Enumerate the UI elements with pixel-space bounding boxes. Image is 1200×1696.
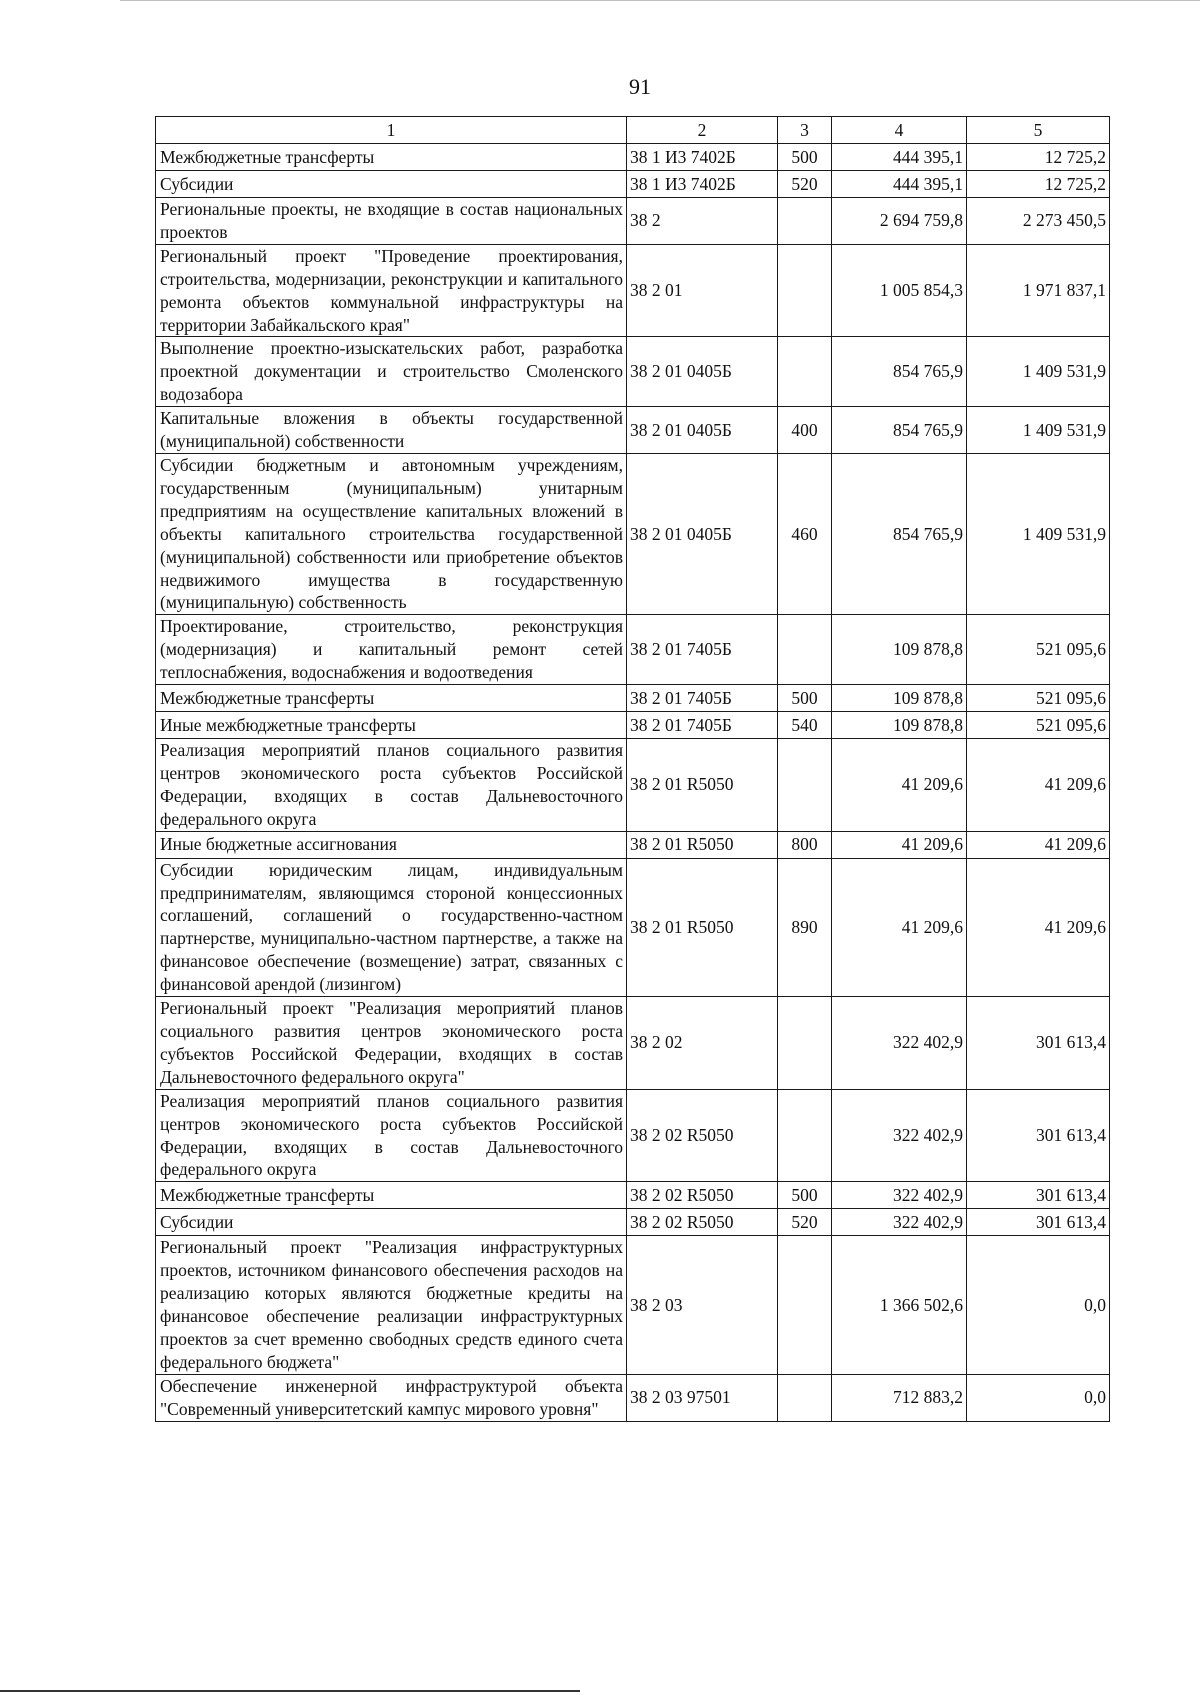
row-amount-col4-cell: 322 402,9 [832, 1209, 967, 1236]
row-name-cell: Межбюджетные трансферты [156, 685, 627, 712]
row-amount-col4-cell: 1 005 854,3 [832, 244, 967, 337]
scan-bottom-edge [0, 1690, 580, 1692]
row-type-cell: 890 [778, 858, 832, 996]
row-name-cell: Региональный проект "Реализация мероприятий планов социального развития центров экономического роста субъектов Российской Федерации, входящих в состав Дальневосточного федерального округа" [156, 997, 627, 1090]
row-code-cell: 38 2 03 97501 [627, 1374, 778, 1421]
table-row [156, 1236, 1110, 1374]
header-row [156, 117, 1110, 144]
row-amount-col4-cell: 854 765,9 [832, 407, 967, 454]
table-row [156, 244, 1110, 337]
row-type-cell: 520 [778, 1209, 832, 1236]
row-code-cell: 38 2 01 R5050 [627, 739, 778, 832]
row-type-cell [778, 997, 832, 1090]
row-code-cell: 38 2 01 7405Б [627, 615, 778, 685]
row-amount-col4-cell: 322 402,9 [832, 1182, 967, 1209]
table-row [156, 858, 1110, 996]
row-amount-col4-cell: 41 209,6 [832, 831, 967, 858]
row-amount-col4-cell: 109 878,8 [832, 615, 967, 685]
row-name-cell: Капитальные вложения в объекты государственной (муниципальной) собственности [156, 407, 627, 454]
row-amount-col4-cell: 444 395,1 [832, 171, 967, 198]
row-type-cell [778, 739, 832, 832]
row-code-cell: 38 2 01 0405Б [627, 453, 778, 614]
budget-table [155, 116, 1110, 1422]
row-code-cell: 38 1 И3 7402Б [627, 144, 778, 171]
row-code-cell: 38 2 02 [627, 997, 778, 1090]
row-amount-col5-cell: 41 209,6 [967, 739, 1110, 832]
row-amount-col4-cell: 109 878,8 [832, 685, 967, 712]
table-row [156, 1182, 1110, 1209]
row-amount-col4-cell: 712 883,2 [832, 1374, 967, 1421]
table-row [156, 615, 1110, 685]
row-code-cell: 38 2 01 0405Б [627, 337, 778, 407]
row-code-cell: 38 2 01 [627, 244, 778, 337]
row-name-cell: Выполнение проектно-изыскательских работ, разработка проектной документации и строительство Смоленского водозабора [156, 337, 627, 407]
row-type-cell [778, 1374, 832, 1421]
row-name-cell: Субсидии [156, 1209, 627, 1236]
row-name-cell: Межбюджетные трансферты [156, 1182, 627, 1209]
row-amount-col5-cell: 41 209,6 [967, 831, 1110, 858]
row-name-cell: Субсидии юридическим лицам, индивидуальным предпринимателям, являющимся стороной концессионных соглашений, соглашений о государственно-частном партнерстве, муниципально-частном партнерстве, а также на финансовое обеспечение (возмещение) затрат, связанных с финансовой арендой (лизингом) [156, 858, 627, 996]
row-name-cell: Реализация мероприятий планов социального развития центров экономического роста субъектов Российской Федерации, входящих в состав Дальневосточного федерального округа [156, 1089, 627, 1182]
table-row [156, 831, 1110, 858]
row-amount-col5-cell: 301 613,4 [967, 997, 1110, 1090]
row-type-cell: 540 [778, 712, 832, 739]
row-amount-col4-cell: 41 209,6 [832, 739, 967, 832]
row-code-cell: 38 2 03 [627, 1236, 778, 1374]
row-amount-col5-cell: 41 209,6 [967, 858, 1110, 996]
header-col-1: 1 [156, 117, 627, 144]
header-col-2: 2 [627, 117, 778, 144]
row-name-cell: Субсидии [156, 171, 627, 198]
row-amount-col4-cell: 444 395,1 [832, 144, 967, 171]
table-row [156, 144, 1110, 171]
row-type-cell [778, 244, 832, 337]
table-row [156, 712, 1110, 739]
row-amount-col4-cell: 322 402,9 [832, 997, 967, 1090]
row-type-cell: 500 [778, 685, 832, 712]
table-header [156, 117, 1110, 144]
row-amount-col5-cell: 521 095,6 [967, 615, 1110, 685]
row-amount-col5-cell: 301 613,4 [967, 1182, 1110, 1209]
row-type-cell: 400 [778, 407, 832, 454]
row-amount-col5-cell: 521 095,6 [967, 712, 1110, 739]
row-type-cell: 500 [778, 1182, 832, 1209]
row-name-cell: Проектирование, строительство, реконструкция (модернизация) и капитальный ремонт сетей теплоснабжения, водоснабжения и водоотведения [156, 615, 627, 685]
row-amount-col4-cell: 854 765,9 [832, 337, 967, 407]
row-amount-col5-cell: 2 273 450,5 [967, 198, 1110, 245]
row-code-cell: 38 1 И3 7402Б [627, 171, 778, 198]
table-row [156, 739, 1110, 832]
row-amount-col4-cell: 854 765,9 [832, 453, 967, 614]
row-amount-col5-cell: 1 409 531,9 [967, 453, 1110, 614]
row-type-cell: 520 [778, 171, 832, 198]
row-amount-col4-cell: 109 878,8 [832, 712, 967, 739]
row-type-cell [778, 1089, 832, 1182]
row-amount-col5-cell: 301 613,4 [967, 1089, 1110, 1182]
row-code-cell: 38 2 02 R5050 [627, 1209, 778, 1236]
table-row [156, 1209, 1110, 1236]
row-code-cell: 38 2 01 R5050 [627, 831, 778, 858]
row-amount-col4-cell: 41 209,6 [832, 858, 967, 996]
row-amount-col5-cell: 0,0 [967, 1374, 1110, 1421]
row-type-cell: 460 [778, 453, 832, 614]
row-amount-col4-cell: 322 402,9 [832, 1089, 967, 1182]
row-name-cell: Обеспечение инженерной инфраструктурой объекта "Современный университетский кампус мирового уровня" [156, 1374, 627, 1421]
row-amount-col4-cell: 2 694 759,8 [832, 198, 967, 245]
row-type-cell: 500 [778, 144, 832, 171]
row-code-cell: 38 2 01 7405Б [627, 712, 778, 739]
row-name-cell: Региональный проект "Реализация инфраструктурных проектов, источником финансового обеспечения расходов на реализацию которых являются бюджетные кредиты на финансовое обеспечение реализации инфраструктурных проектов за счет временно свободных средств единого счета федерального бюджета" [156, 1236, 627, 1374]
row-code-cell: 38 2 [627, 198, 778, 245]
row-type-cell [778, 337, 832, 407]
row-amount-col5-cell: 1 409 531,9 [967, 337, 1110, 407]
row-amount-col5-cell: 12 725,2 [967, 144, 1110, 171]
table-row [156, 685, 1110, 712]
header-col-3: 3 [778, 117, 832, 144]
row-type-cell: 800 [778, 831, 832, 858]
row-type-cell [778, 1236, 832, 1374]
row-code-cell: 38 2 02 R5050 [627, 1182, 778, 1209]
table-row [156, 1374, 1110, 1421]
table-row [156, 198, 1110, 245]
table-row [156, 171, 1110, 198]
scan-top-edge [120, 0, 1200, 1]
table-row [156, 1089, 1110, 1182]
row-code-cell: 38 2 02 R5050 [627, 1089, 778, 1182]
table-row [156, 337, 1110, 407]
table-row [156, 453, 1110, 614]
row-amount-col5-cell: 1 971 837,1 [967, 244, 1110, 337]
row-amount-col4-cell: 1 366 502,6 [832, 1236, 967, 1374]
header-col-4: 4 [832, 117, 967, 144]
row-name-cell: Межбюджетные трансферты [156, 144, 627, 171]
table-body [156, 144, 1110, 1422]
row-type-cell [778, 615, 832, 685]
row-type-cell [778, 198, 832, 245]
row-code-cell: 38 2 01 R5050 [627, 858, 778, 996]
row-code-cell: 38 2 01 7405Б [627, 685, 778, 712]
header-col-5: 5 [967, 117, 1110, 144]
row-name-cell: Региональные проекты, не входящие в состав национальных проектов [156, 198, 627, 245]
row-name-cell: Реализация мероприятий планов социального развития центров экономического роста субъектов Российской Федерации, входящих в состав Дальневосточного федерального округа [156, 739, 627, 832]
page-number: 91 [629, 74, 651, 99]
row-amount-col5-cell: 1 409 531,9 [967, 407, 1110, 454]
table-row [156, 407, 1110, 454]
row-amount-col5-cell: 301 613,4 [967, 1209, 1110, 1236]
row-amount-col5-cell: 521 095,6 [967, 685, 1110, 712]
row-name-cell: Иные межбюджетные трансферты [156, 712, 627, 739]
row-amount-col5-cell: 12 725,2 [967, 171, 1110, 198]
row-name-cell: Иные бюджетные ассигнования [156, 831, 627, 858]
row-name-cell: Региональный проект "Проведение проектирования, строительства, модернизации, реконструкции и капитального ремонта объектов коммунальной инфраструктуры на территории Забайкальского края" [156, 244, 627, 337]
row-code-cell: 38 2 01 0405Б [627, 407, 778, 454]
row-amount-col5-cell: 0,0 [967, 1236, 1110, 1374]
row-name-cell: Субсидии бюджетным и автономным учреждениям, государственным (муниципальным) унитарным предприятиям на осуществление капитальных вложений в объекты капитального строительства государственной (муниципальной) собственности или приобретение объектов недвижимого имущества в государственную (муниципальную) собственность [156, 453, 627, 614]
table-row [156, 997, 1110, 1090]
